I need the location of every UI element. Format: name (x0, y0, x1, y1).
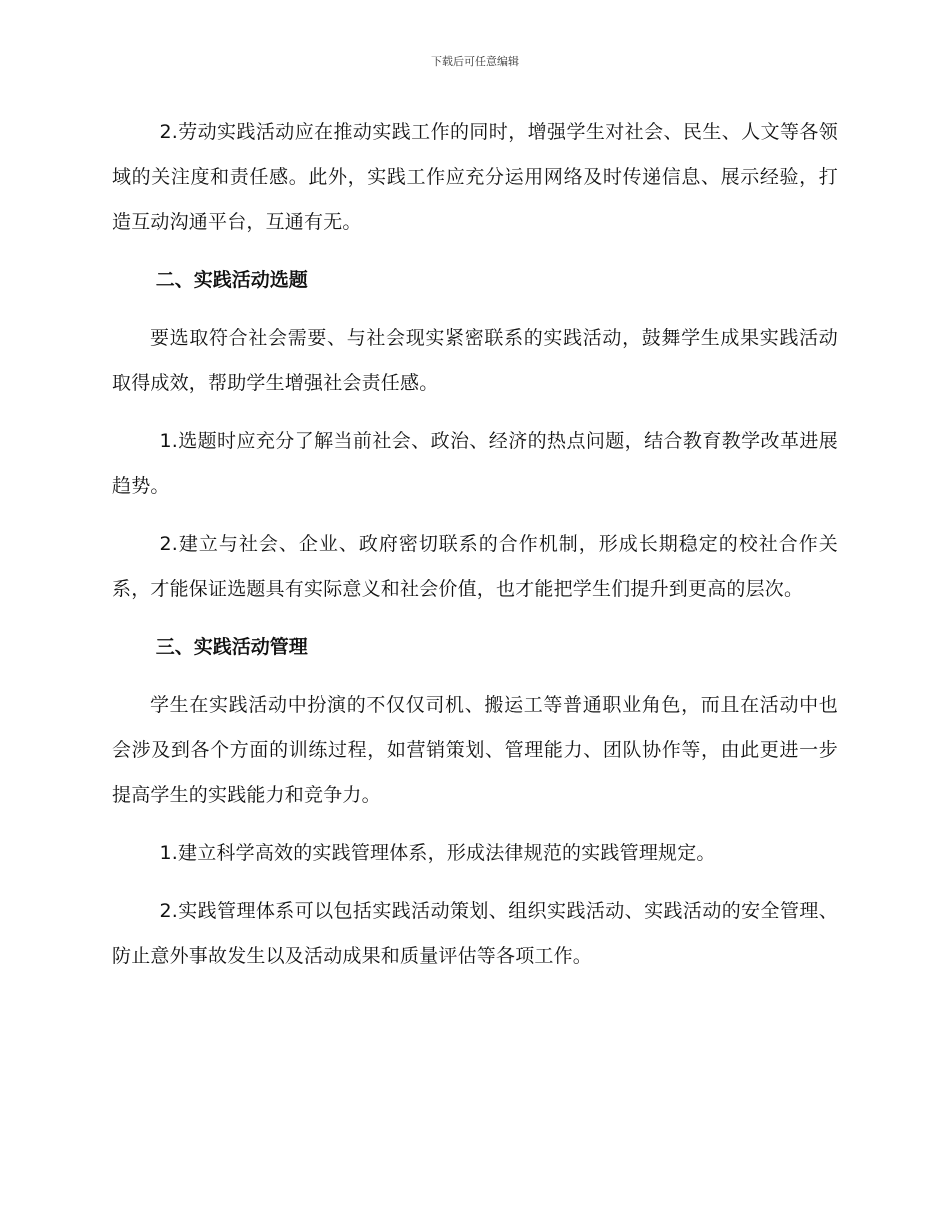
paragraph-activity-management-item-1: 1.建立科学高效的实践管理体系，形成法律规范的实践管理规定。 (159, 842, 716, 864)
paragraph-labor-practice-item-2: 2.劳动实践活动应在推动实践工作的同时，增强学生对社会、民生、人文等各领域的关注度和责任感。此外，实践工作应充分运用网络及时传递信息、展示经验，打造互动沟通平台，互通有无。 (112, 121, 838, 233)
paragraph-spacer (112, 303, 838, 316)
paragraph-spacer (112, 670, 838, 683)
paragraph-activity-management-intro: 学生在实践活动中扮演的不仅仅司机、搬运工等普通职业角色，而且在活动中也会涉及到各个方面的训练过程，如营销策划、管理能力、团队协作等，由此更进一步提高学生的实践能力和竞争力。 (112, 694, 838, 806)
paragraph-topic-selection-intro: 要选取符合社会需要、与社会现实紧密联系的实践活动，鼓舞学生成果实践活动取得成效，帮助学生增强社会责任感。 (112, 327, 838, 394)
section-heading-topic-selection: 二、实践活动选题 (155, 269, 308, 291)
document-body (112, 110, 838, 979)
paragraph-spacer (112, 509, 838, 522)
paragraph-spacer (112, 406, 838, 419)
paragraph-topic-selection-item-1: 1.选题时应充分了解当前社会、政治、经济的热点问题，结合教育教学改革进展趋势。 (112, 430, 838, 497)
section-heading-activity-management: 三、实践活动管理 (155, 636, 308, 658)
paragraph-spacer (112, 245, 838, 258)
paragraph-spacer (112, 876, 838, 889)
page-header: 下载后可任意编辑 (431, 55, 519, 68)
paragraph-topic-selection-item-2: 2.建立与社会、企业、政府密切联系的合作机制，形成长期稳定的校社合作关系，才能保证选题具有实际意义和社会价值，也才能把学生们提升到更高的层次。 (112, 533, 838, 600)
paragraph-activity-management-item-2: 2.实践管理体系可以包括实践活动策划、组织实践活动、实践活动的安全管理、防止意外事故发生以及活动成果和质量评估等各项工作。 (112, 900, 838, 967)
paragraph-spacer (112, 612, 838, 625)
paragraph-spacer (112, 818, 838, 831)
